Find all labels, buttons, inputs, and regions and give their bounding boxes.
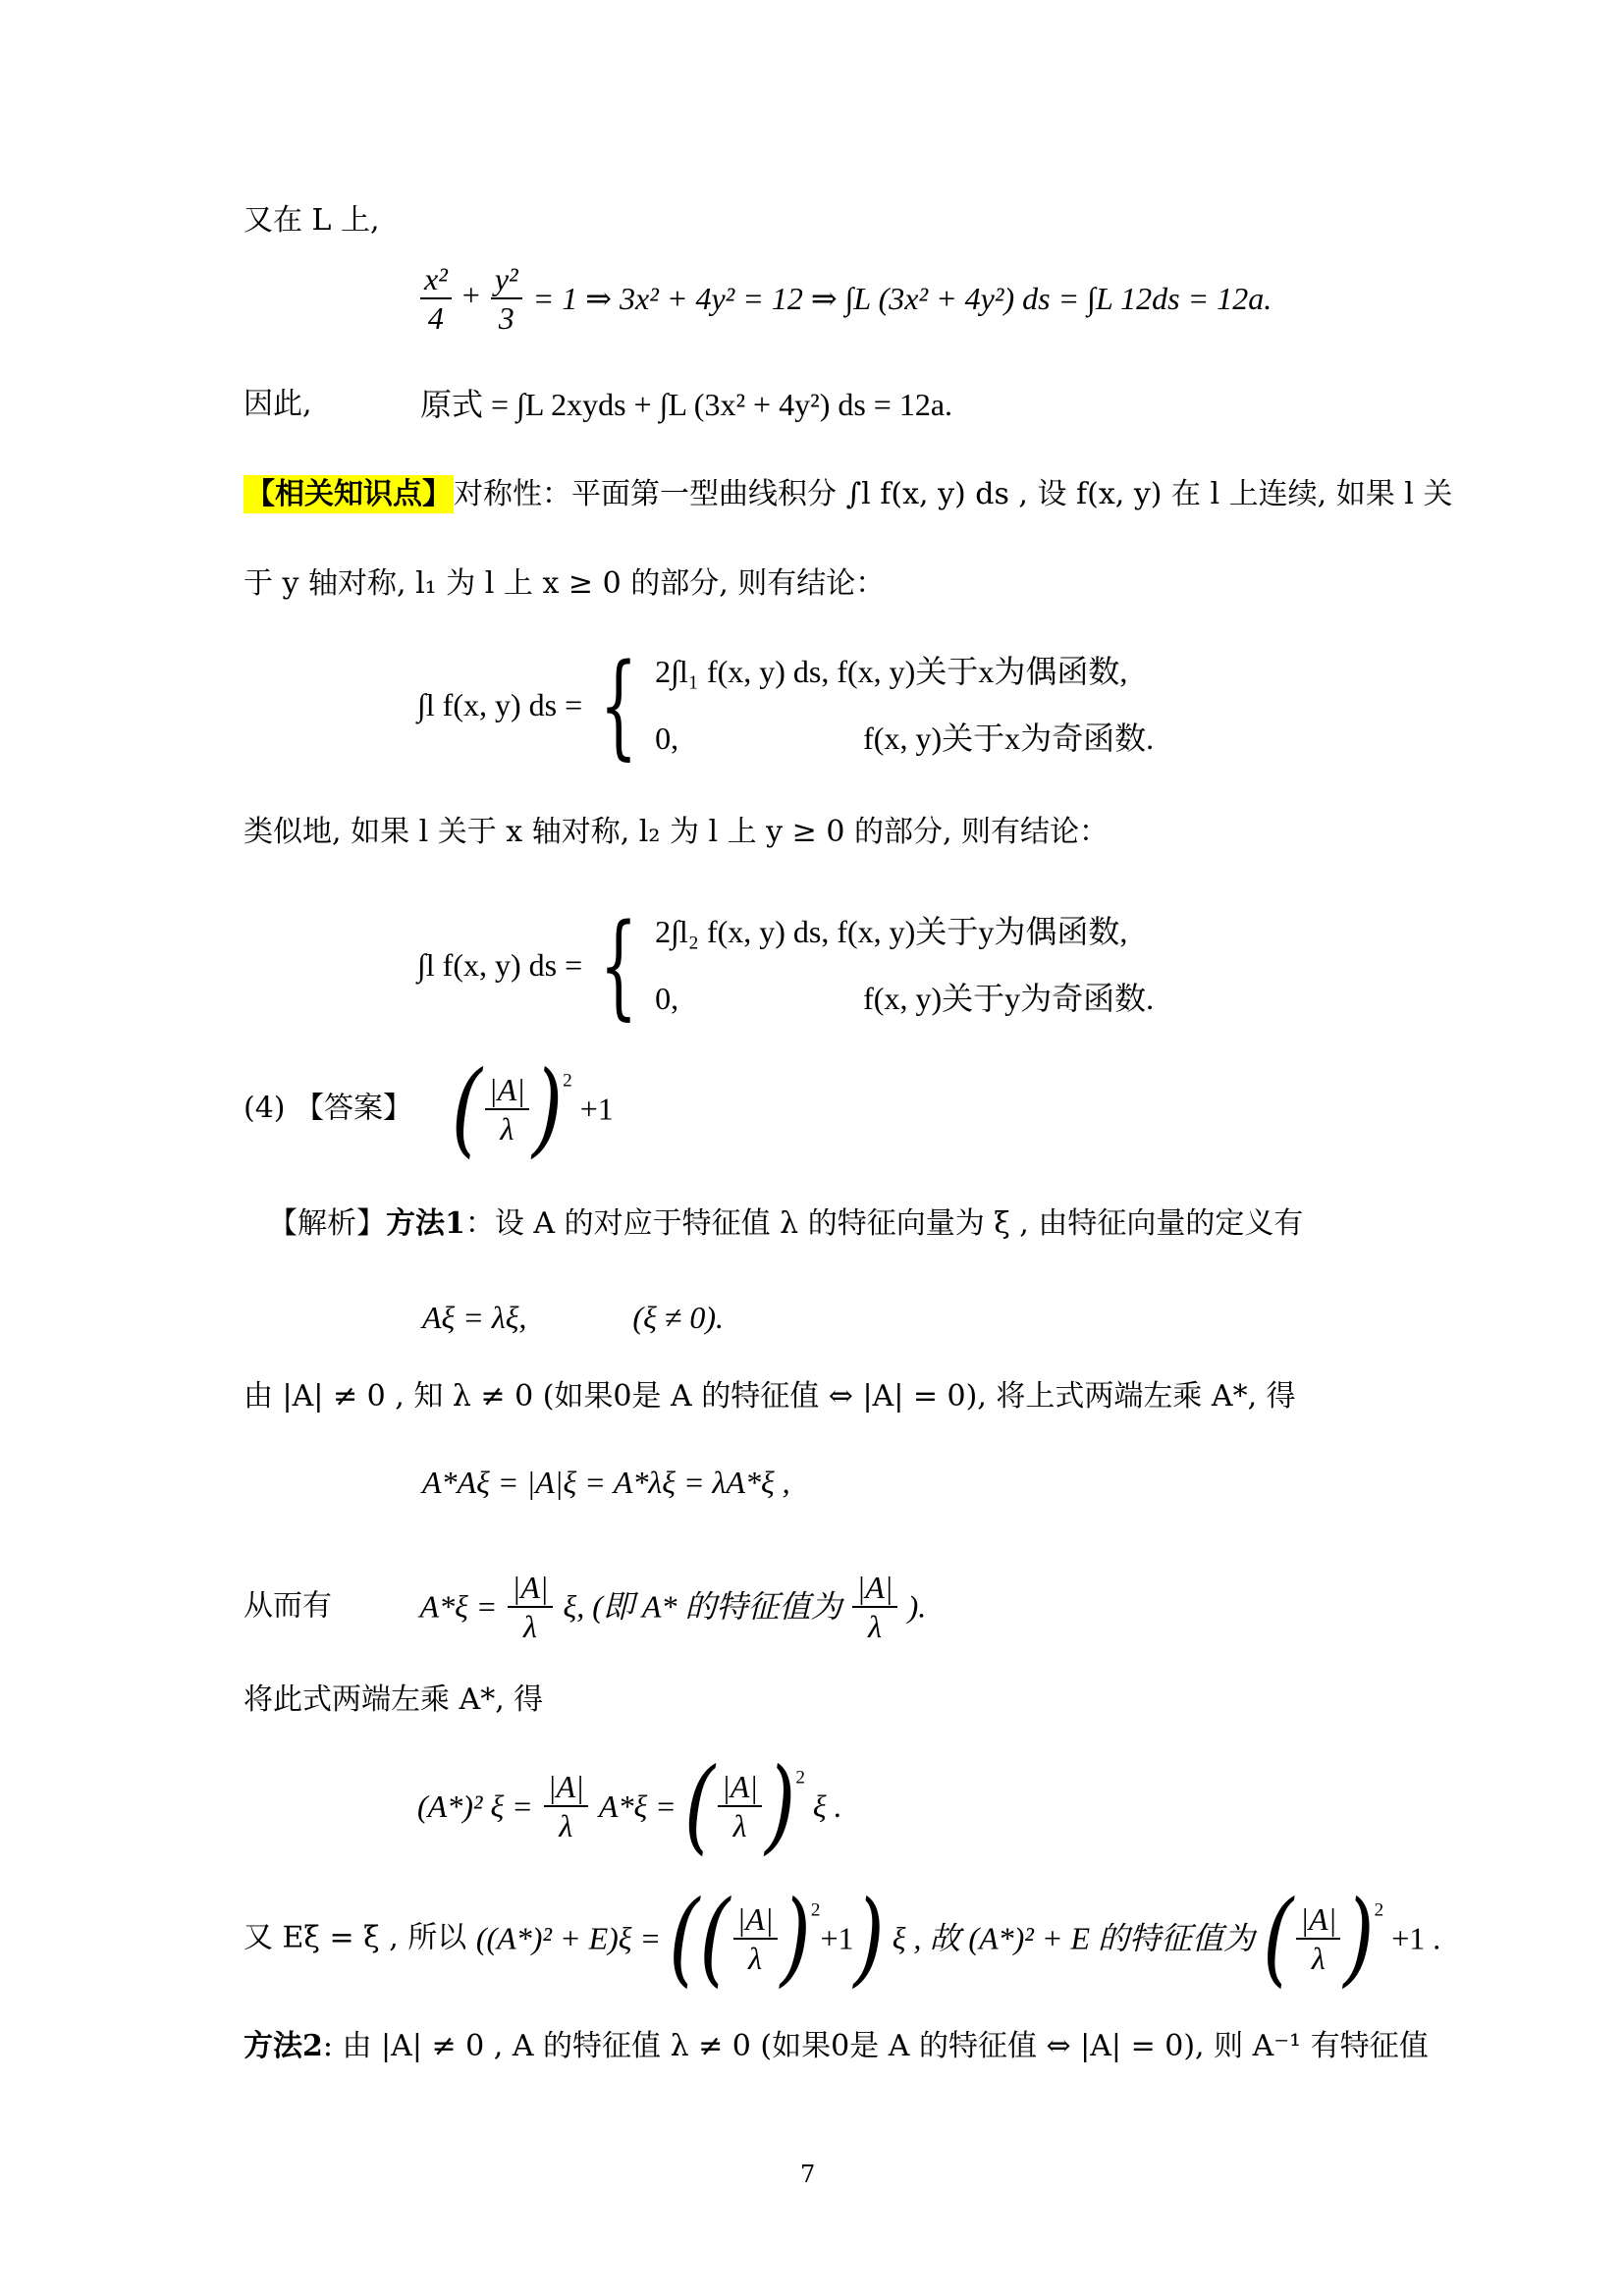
- left-paren: (: [699, 1878, 731, 1998]
- numerator: |A|: [544, 1768, 588, 1807]
- denominator: λ: [500, 1111, 514, 1147]
- numerator: |A|: [718, 1768, 762, 1807]
- knowledge-line-2: [244, 564, 885, 604]
- fraction-detA-over-lambda: [733, 1900, 778, 1977]
- equation-rest: = 1 ⇒ 3x² + 4y² = 12 ⇒ ∫L (3x² + 4y²) ds = ∫L 12ds = 12a.: [532, 281, 1272, 316]
- formula-end: ).: [907, 1589, 927, 1625]
- cases-lhs: ∫l f(x, y) ds =: [417, 687, 583, 722]
- label: 从而有: [244, 1588, 332, 1624]
- page-number: [800, 2155, 815, 2194]
- cases-equation-2: [417, 898, 1154, 1032]
- right-paren: ): [780, 1878, 811, 1998]
- analysis-line: [268, 1204, 1303, 1244]
- page-number-text: 7: [800, 2161, 816, 2188]
- left-paren: (: [451, 1048, 482, 1168]
- fraction-detA-over-lambda: [718, 1768, 762, 1844]
- formula: 原式 = ∫L 2xyds + ∫L (3x² + 4y²) ds = 12a.: [420, 387, 953, 422]
- exponent: 2: [1374, 1899, 1384, 1921]
- denominator: λ: [732, 1808, 747, 1843]
- fraction-detA-over-lambda: [1296, 1900, 1340, 1977]
- case-row-even: 2∫l₁ f(x, y) ds, f(x, y)关于x为偶函数,: [655, 654, 1128, 689]
- method-label: 方法1: [386, 1206, 465, 1241]
- formula-end: +1 .: [1391, 1921, 1441, 1956]
- denominator: λ: [748, 1941, 762, 1976]
- left-brace: {: [599, 898, 638, 1032]
- denominator: 4: [427, 300, 444, 336]
- case-value: 0,: [655, 721, 679, 756]
- text: 又在 L 上,: [244, 203, 380, 238]
- text-line-similarly: [244, 813, 1109, 852]
- left-paren: (: [683, 1745, 715, 1865]
- formula-pre: (A*)² ξ =: [417, 1789, 533, 1824]
- formula-expr: ((A*)² + E)ξ =: [475, 1921, 662, 1956]
- analysis-text: ：设 A 的对应于特征值 λ 的特征向量为 ξ , 由特征向量的定义有: [464, 1206, 1304, 1241]
- denominator: λ: [1311, 1941, 1326, 1976]
- text-line-on-L: [244, 201, 380, 240]
- right-paren: ): [765, 1745, 796, 1865]
- case-row-even: 2∫l₂ f(x, y) ds, f(x, y)关于y为偶函数,: [655, 914, 1128, 949]
- numerator: |A|: [733, 1900, 778, 1940]
- eq-right: (ξ ≠ 0).: [632, 1300, 724, 1335]
- formula-mid: ξ, (即 A* 的特征值为: [563, 1589, 842, 1625]
- text: 将此式两端左乘 A*, 得: [244, 1682, 544, 1717]
- answer-line: [244, 1048, 614, 1168]
- formula-mid: ξ , 故 (A*)² + E 的特征值为: [892, 1921, 1256, 1956]
- case-condition: f(x, y)关于y为奇函数.: [863, 981, 1155, 1016]
- numerator: |A|: [1296, 1900, 1340, 1940]
- text-line-therefore: [244, 385, 312, 424]
- cases-rows: [655, 638, 1154, 772]
- numerator: y²: [491, 260, 522, 299]
- exponent: 2: [795, 1767, 805, 1789]
- text-line-thus: [244, 1569, 926, 1645]
- cases-lhs: ∫l f(x, y) ds =: [417, 947, 583, 983]
- knowledge-text: 于 y 轴对称, l₁ 为 l 上 x ≥ 0 的部分, 则有结论：: [244, 566, 886, 601]
- outer-left-paren: (: [669, 1878, 700, 1998]
- answer-tail: +1: [579, 1092, 614, 1127]
- case-row-odd: [655, 965, 1154, 1032]
- answer-fraction: [485, 1071, 529, 1148]
- denominator: λ: [868, 1609, 882, 1644]
- exponent: 2: [563, 1070, 572, 1092]
- equation-square: [417, 1745, 842, 1865]
- fraction-y2-over-3: [491, 260, 522, 337]
- right-paren: ): [531, 1048, 564, 1168]
- fraction-detA-over-lambda: [852, 1569, 896, 1645]
- fraction-detA-over-lambda: [508, 1569, 552, 1645]
- eq-left: Aξ = λξ,: [422, 1300, 527, 1335]
- text: 类似地, 如果 l 关于 x 轴对称, l₂ 为 l 上 y ≥ 0 的部分, 则有结论：: [244, 815, 1110, 849]
- eigen-equation: [422, 1298, 724, 1337]
- text-pre: 又 Eξ = ξ , 所以: [244, 1920, 467, 1955]
- denominator: 3: [498, 300, 514, 336]
- text-line-again: [244, 1681, 543, 1720]
- knowledge-tag: 【相关知识点】: [245, 477, 452, 511]
- text-line-since: [244, 1377, 1296, 1416]
- numerator: |A|: [508, 1569, 552, 1608]
- formula-pre: A*ξ =: [419, 1589, 498, 1625]
- left-brace: {: [599, 638, 638, 772]
- knowledge-line-1: [244, 475, 1452, 514]
- formula: A*Aξ = |A|ξ = A*λξ = λA*ξ ,: [422, 1465, 790, 1500]
- equation-original: [420, 385, 952, 424]
- formula-mid: A*ξ =: [598, 1789, 677, 1824]
- knowledge-text: 对称性：平面第一型曲线积分 ∫l f(x, y) ds , 设 f(x, y) 在 l 上连续, 如果 l 关: [454, 477, 1453, 511]
- fraction-detA-over-lambda: [544, 1768, 588, 1844]
- method2-line: [244, 2027, 1429, 2066]
- right-paren: ): [1343, 1878, 1375, 1998]
- method2-text: : 由 |A| ≠ 0 , A 的特征值 λ ≠ 0 (如果0是 A 的特征值 ⇔ |A| = 0), 则 A⁻¹ 有特征值: [322, 2029, 1429, 2063]
- text-line-also: [244, 1878, 1441, 1998]
- case-condition: f(x, y)关于x为奇函数.: [863, 721, 1155, 756]
- numerator: x²: [420, 260, 452, 299]
- analysis-tag: 【解析】: [268, 1206, 386, 1241]
- numerator: |A|: [852, 1569, 896, 1608]
- fraction-x2-over-4: [420, 260, 452, 337]
- outer-right-paren: ): [853, 1878, 885, 1998]
- case-value: 0,: [655, 981, 679, 1016]
- left-paren: (: [1263, 1878, 1294, 1998]
- case-row-odd: [655, 705, 1154, 772]
- cases-rows: [655, 898, 1154, 1032]
- text: 由 |A| ≠ 0 , 知 λ ≠ 0 (如果0是 A 的特征值 ⇔ |A| = 0), 将上式两端左乘 A*, 得: [244, 1379, 1296, 1414]
- cases-equation-1: [417, 638, 1154, 772]
- answer-label: (4) 【答案】: [244, 1091, 413, 1126]
- method-label: 方法2: [244, 2029, 323, 2063]
- exponent: 2: [810, 1899, 821, 1921]
- formula-post: ξ .: [812, 1789, 842, 1824]
- numerator: |A|: [485, 1071, 529, 1110]
- denominator: λ: [523, 1609, 537, 1644]
- equation-multiply: [422, 1463, 790, 1502]
- label: 因此,: [244, 387, 312, 421]
- equation-ellipse: $\frac{\text{x²}}{4}$ + $\frac{\text{y²}}{3}$ = 1 ⇒ 3x² + 4y² = 12 ⇒ ∫L (3x² + 4y²) ds = ∫L 12ds = 12a.: [417, 260, 1272, 337]
- plus-one: +1: [820, 1921, 854, 1956]
- denominator: λ: [559, 1808, 573, 1843]
